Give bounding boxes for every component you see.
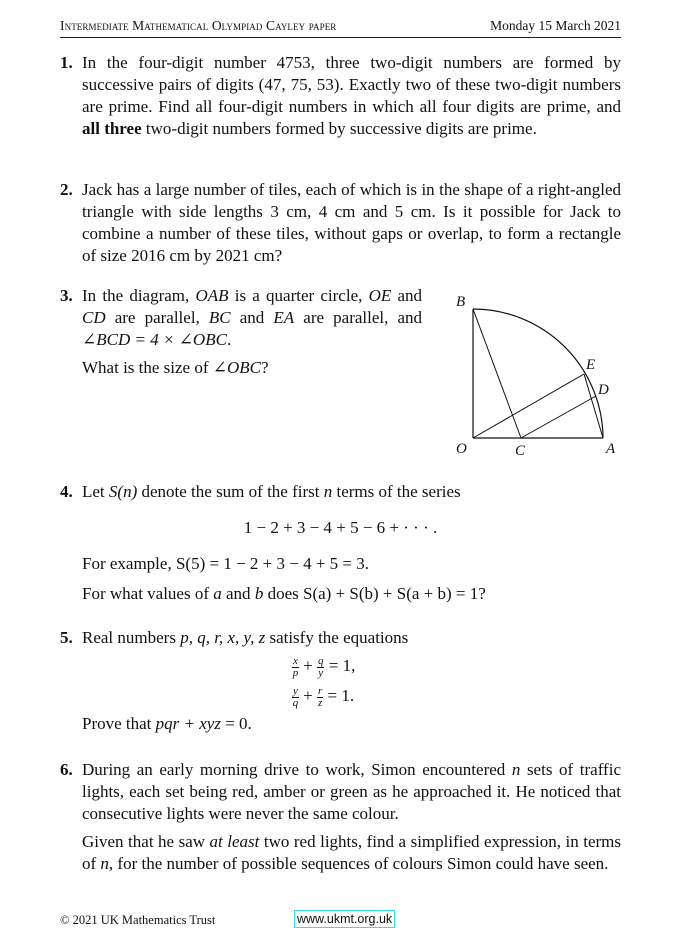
target-equation: S(a) + S(b) + S(a + b) = 1? bbox=[302, 584, 486, 603]
question-text: In the diagram, OAB is a quarter circle, OE and CD are parallel, BC and EA are parallel, and ∠BCD = 4 × ∠OBC. What is the size of ∠OBC? bbox=[82, 286, 423, 377]
question-text: Jack has a large number of tiles, each of which is in the shape of a right-angled triangle with side lengths 3 cm, 4 cm and 5 cm. Is it possible for Jack to combine a number of these tiles, without gaps or overlap, to form a rectangle of size 2016 cm by 2021 cm? bbox=[82, 180, 621, 265]
series-display: 1 − 2 + 3 − 4 + 5 − 6 + · · · . bbox=[243, 518, 438, 537]
question-text: In the four-digit number 4753, three two-digit numbers are formed by successive pairs of digits (47, 75, 53). Exactly two of these two-digit numbers are prime. Find all four-digit numbers in which all four digits are prime, and all three two-digit numbers formed by successive digits are prime. bbox=[82, 53, 621, 138]
label-e: E bbox=[586, 357, 596, 373]
copyright-notice: © 2021 UK Mathematics Trust bbox=[60, 913, 216, 927]
quarter-circle-diagram bbox=[440, 280, 630, 460]
question-3 bbox=[60, 285, 422, 379]
question-2 bbox=[60, 179, 621, 267]
question-number: 1. bbox=[60, 53, 73, 72]
ukmt-website-link[interactable]: www.ukmt.org.uk bbox=[294, 910, 395, 928]
question-text: During an early morning drive to work, Simon encountered n sets of traffic lights, each set being red, amber or green as he approached it. He noticed that consecutive lights were never the same colour. Given that he saw at least two red lights, find a simplified expression, in terms of n, for the number of possible sequences of colours Simon could have seen. bbox=[82, 760, 621, 873]
emphasis: all three bbox=[82, 119, 142, 138]
question-text: Real numbers p, q, r, x, y, z satisfy the equations $\frac{x}{p}$ + $\frac{q}{y}$ = 1, $\frac{y}{q}$ + $\frac{r}{z}$ = 1. Prove that pqr + xyz = 0. bbox=[82, 627, 621, 735]
question-number: 3. bbox=[60, 286, 73, 305]
paper-date: Monday 15 March 2021 bbox=[490, 18, 621, 33]
equation-2: $\frac{y}{q}$ + $\frac{r}{z}$ = 1. bbox=[292, 684, 355, 709]
segment-cd bbox=[521, 396, 596, 438]
page-header bbox=[60, 17, 621, 38]
question-5 bbox=[60, 627, 621, 735]
fraction: $\frac{x}{p}$ bbox=[292, 654, 299, 679]
fraction: $\frac{r}{z}$ bbox=[317, 684, 323, 709]
equation-1: $\frac{x}{p}$ + $\frac{q}{y}$ = 1, bbox=[292, 654, 356, 679]
label-o: O bbox=[456, 441, 467, 457]
question-text: Let S(n) denote the sum of the first n terms of the series 1 − 2 + 3 − 4 + 5 − 6 + · · · . For example, S(5) = 1 − 2 + 3 − 4 + 5 = 3. For what values of a and b does S(a) + S(b) + S(a + b) = 1? bbox=[82, 481, 621, 605]
paper-title: Intermediate Mathematical Olympiad Cayley paper bbox=[60, 18, 337, 33]
fraction: $\frac{q}{y}$ bbox=[317, 654, 324, 679]
label-a: A bbox=[606, 441, 616, 457]
question-1 bbox=[60, 52, 621, 140]
question-number: 4. bbox=[60, 482, 73, 501]
equation-system bbox=[292, 651, 621, 711]
segment-bc bbox=[473, 309, 521, 438]
question-6 bbox=[60, 759, 621, 875]
question-number: 6. bbox=[60, 760, 73, 779]
question-4 bbox=[60, 481, 621, 605]
segment-oe bbox=[473, 374, 584, 438]
label-b: B bbox=[456, 294, 466, 310]
label-d: D bbox=[598, 382, 609, 398]
question-number: 2. bbox=[60, 180, 73, 199]
arc bbox=[473, 309, 603, 438]
example-equation: S(5) = 1 − 2 + 3 − 4 + 5 = 3. bbox=[175, 554, 370, 573]
label-c: C bbox=[515, 443, 526, 459]
question-number: 5. bbox=[60, 628, 73, 647]
fraction: $\frac{y}{q}$ bbox=[292, 684, 299, 709]
